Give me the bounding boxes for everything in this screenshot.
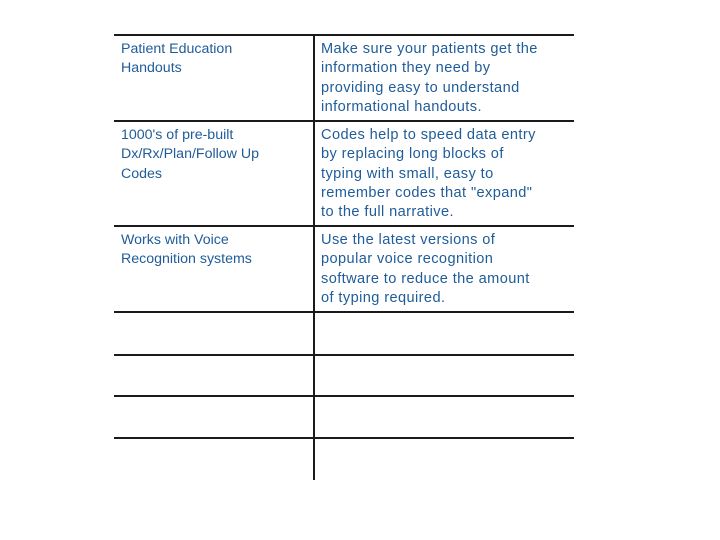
row-divider xyxy=(114,437,574,439)
feature-cell-patient-education: Patient Education Handouts xyxy=(121,41,233,77)
feature-table xyxy=(114,34,574,480)
row-divider xyxy=(114,354,574,356)
description-cell-patient-education: Make sure your patients get the information they need by providing easy to understand informational handouts. xyxy=(321,41,538,115)
row-divider xyxy=(114,311,574,313)
row-divider xyxy=(114,225,574,227)
feature-cell-prebuilt-codes: 1000's of pre-built Dx/Rx/Plan/Follow Up Codes xyxy=(121,127,259,182)
column-divider xyxy=(313,34,315,480)
description-cell-prebuilt-codes: Codes help to speed data entry by replacing long blocks of typing with small, easy to remember codes that "expand" to the full narrative. xyxy=(321,127,536,221)
row-divider xyxy=(114,395,574,397)
table-top-rule xyxy=(114,34,574,36)
feature-cell-voice-recognition: Works with Voice Recognition systems xyxy=(121,232,252,268)
row-divider xyxy=(114,120,574,122)
description-cell-voice-recognition: Use the latest versions of popular voice recognition software to reduce the amount of typing required. xyxy=(321,232,530,306)
